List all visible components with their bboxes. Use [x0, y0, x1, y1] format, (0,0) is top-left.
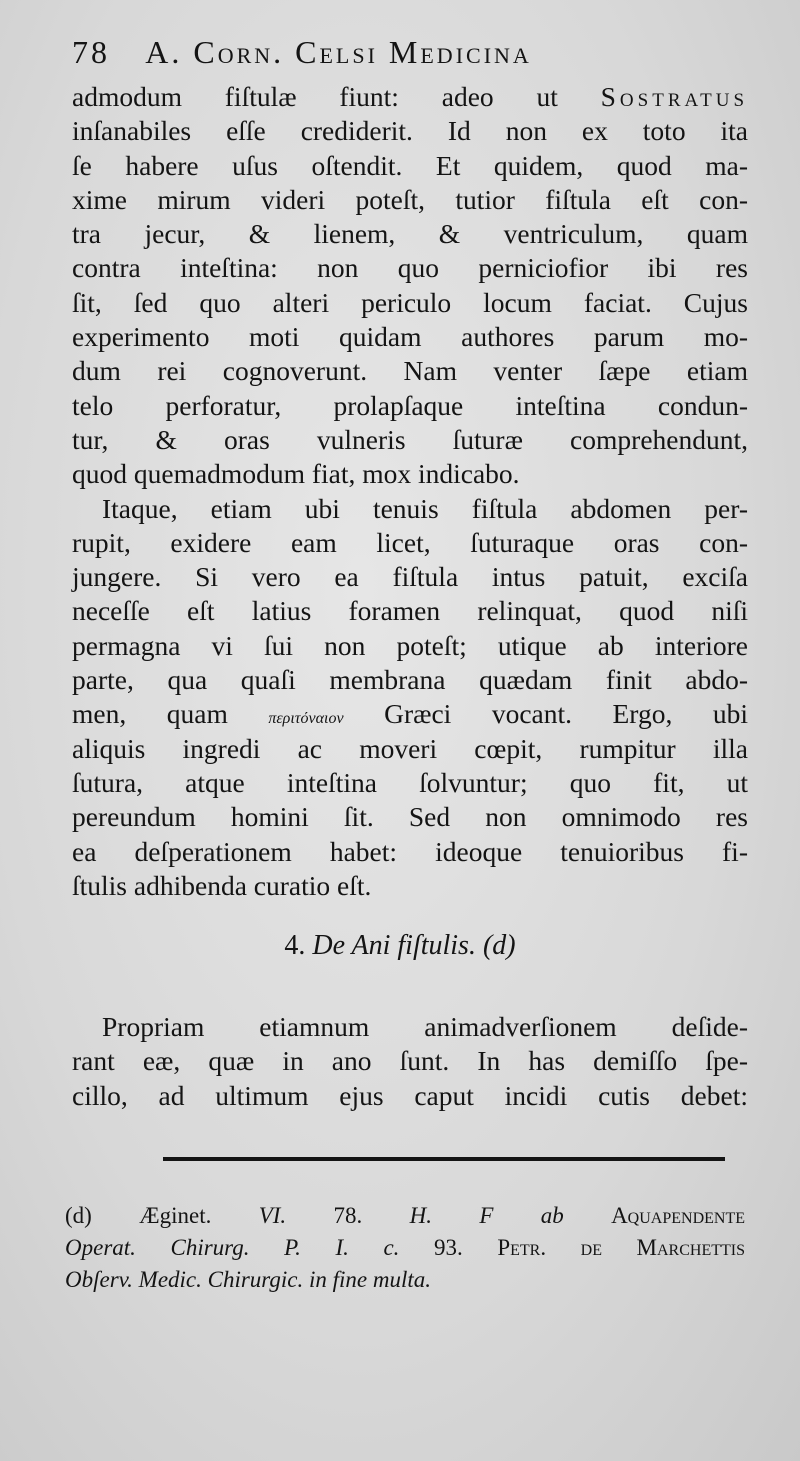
text-line: telo perforatur, prolapſaque inteſtina condun-	[72, 389, 748, 421]
text-line: cillo, ad ultimum ejus caput incidi cutis debet:	[72, 1079, 748, 1111]
text-line: pereundum homini ſit. Sed non omnimodo res	[72, 801, 748, 833]
footnote-line: Operat. Chirurg. P. I. c. 93. Petr. de Marchettis	[65, 1235, 745, 1260]
text-line: parte, qua quaſi membrana quædam finit abdo-	[72, 664, 748, 696]
author-name: Sostratus	[600, 81, 749, 112]
text-line: ſutura, atque inteſtina ſolvuntur; quo fit, ut	[72, 766, 748, 798]
text-line: ſe habere uſus oſtendit. Et quidem, quod ma-	[72, 149, 748, 181]
text-line: admodum fiſtulæ fiunt: adeo ut Sostratus	[72, 81, 749, 112]
text-line: men, quam περιτόναιον Græci vocant. Ergo, ubi	[72, 698, 748, 730]
text-line: contra inteſtina: non quo perniciofior ibi res	[72, 252, 748, 284]
text-line: rupit, exidere eam licet, ſuturaque oras con-	[72, 526, 748, 558]
text-line: dum rei cognoverunt. Nam venter ſæpe etiam	[72, 355, 748, 387]
text-line: tur, & oras vulneris ſuturæ comprehendunt,	[72, 423, 748, 455]
main-text	[72, 80, 748, 903]
text-line: tra jecur, & lienem, & ventriculum, quam	[72, 218, 748, 250]
text-line: quod quemadmodum fiat, mox indicabo.	[72, 458, 520, 490]
footnote-line: Obſerv. Medic. Chirurgic. in fine multa.	[65, 1267, 432, 1292]
text-line: rant eæ, quæ in ano ſunt. In has demiſſo ſpe-	[72, 1045, 748, 1077]
text-line: ſit, ſed quo alteri periculo locum faciat. Cujus	[72, 286, 748, 318]
section-text	[72, 1010, 748, 1113]
running-header	[72, 34, 532, 71]
text-line: Propriam etiamnum animadverſionem deſide-	[102, 1011, 748, 1042]
text-line: ea deſperationem habet: ideoque tenuioribus fi-	[72, 835, 748, 867]
text-line: Itaque, etiam ubi tenuis fiſtula abdomen per-	[102, 492, 748, 524]
text-line: neceſſe eſt latius foramen relinquat, quod niſi	[72, 595, 748, 627]
text-line: ſtulis adhibenda curatio eſt.	[72, 869, 372, 901]
text-line: permagna vi ſui non poteſt; utique ab interiore	[72, 629, 748, 661]
text-line: jungere. Si vero ea fiſtula intus patuit, exciſa	[72, 561, 748, 593]
section-title: De Ani fiſtulis.	[312, 930, 476, 961]
page-number: 78	[72, 34, 110, 70]
text-line: experimento moti quidam authores parum mo-	[72, 321, 748, 353]
section-number: 4.	[284, 930, 306, 961]
section-heading	[0, 930, 800, 962]
footnote-reference: (d)	[482, 930, 516, 961]
footnote	[65, 1200, 745, 1296]
footnote-divider	[163, 1157, 725, 1161]
greek-word: περιτόναιον	[268, 710, 344, 728]
text-line: xime mirum videri poteſt, tutior fiſtula eſt con-	[72, 183, 748, 215]
running-title: A. Corn. Celsi Medicina	[145, 34, 532, 70]
text-line: inſanabiles eſſe crediderit. Id non ex toto ita	[72, 115, 748, 147]
footnote-line: (d) Æginet. VI. 78. H. F ab Aquapendente	[65, 1203, 745, 1228]
text-line: aliquis ingredi ac moveri cœpit, rumpitur illa	[72, 732, 748, 764]
